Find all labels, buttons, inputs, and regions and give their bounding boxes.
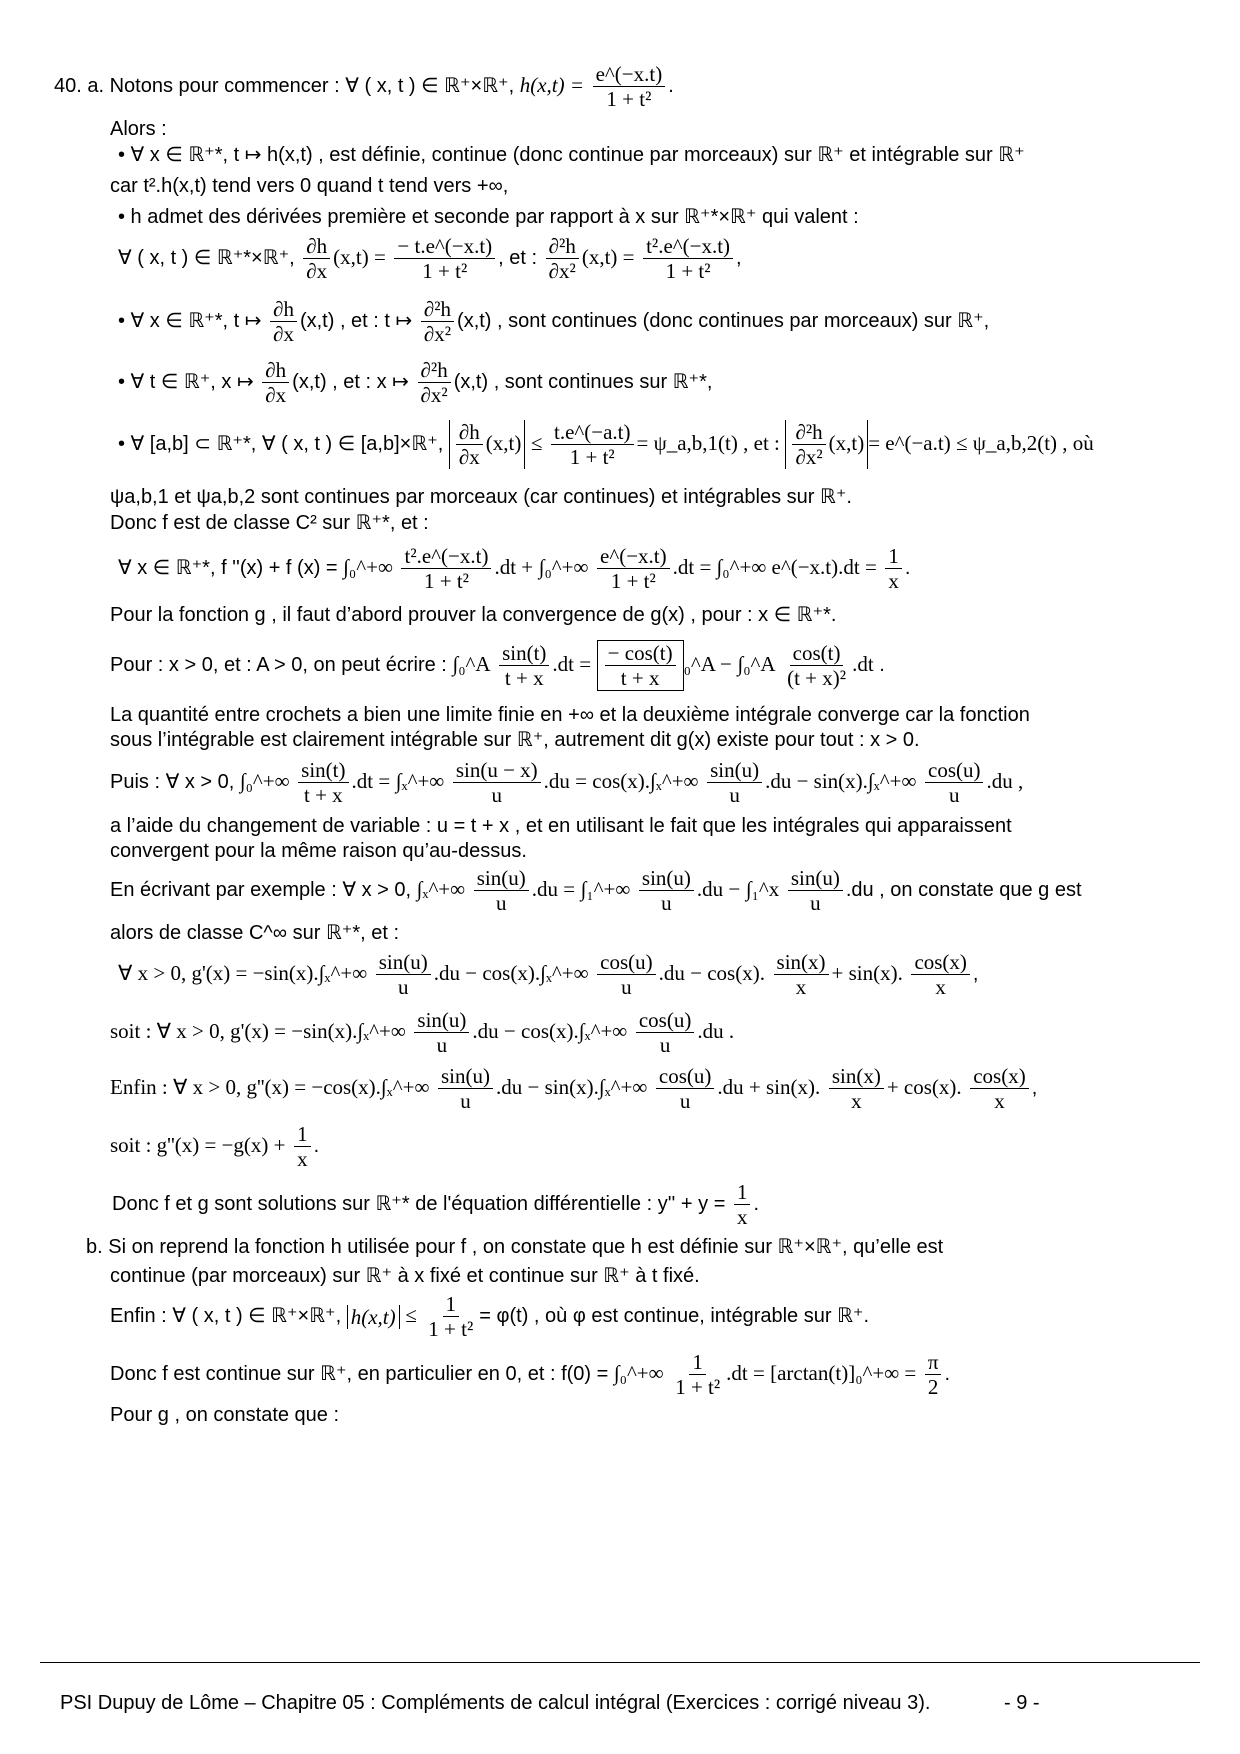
dh-value: $\frac{- t.e\^{}(-x.t)}{\text{1 + t²}}$	[394, 234, 495, 283]
line-20d: .du , on constate que g est	[845, 878, 1082, 901]
line-17d: .du ,	[986, 768, 1024, 793]
pi-over-2: $\frac{\pi}{2}$	[925, 1350, 942, 1399]
frac-25: $\frac{1}{x}$	[294, 1122, 311, 1171]
line-28: continue (par morceaux) sur ℝ⁺ à x fixé et continue sur ℝ⁺ à t fixé.	[110, 1265, 700, 1287]
line-23a: soit : ∀ x > 0, g'(x) = −sin(x).	[110, 1018, 358, 1043]
line-22d: + sin(x).	[831, 960, 903, 985]
frac-20a: $\frac{\sin(u)}{u}$	[474, 866, 529, 915]
dt-14: .dt	[852, 651, 874, 676]
line-7c: (x,t) , sont continues (donc continues par morceaux) sur ℝ⁺,	[457, 309, 990, 332]
int-2: ∫₀^+∞	[538, 554, 589, 579]
frac-29: $\frac{1}{\text{1 + t²}}$	[428, 1292, 474, 1342]
line-5: • h admet des dérivées première et seconde par rapport à x sur ℝ⁺*×ℝ⁺ qui valent :	[118, 206, 859, 228]
line-27: b. Si on reprend la fonction h utilisée pour f , on constate que h est définie sur ℝ⁺×ℝ⁺, qu’elle est	[86, 1236, 944, 1258]
bound-1: $\frac{t.e\^{}(-a.t)}{\text{1 + t²}}$	[551, 420, 634, 469]
line-12c: .dt = ∫₀^+∞ e^(−x.t).dt =	[672, 554, 877, 579]
line-19: convergent pour la même raison qu’au-dessus.	[110, 840, 527, 862]
line-14: Pour : x > 0, et : A > 0, on peut écrire : ∫₀^A $\frac{\sin(t)}{t + x}$ .dt = $\frac{- \cos(t)}{t + x}$ ₀^A − ∫₀^A $\frac{\cos(t)}{\text{(t + x)²}}$ .dt .	[110, 641, 885, 691]
line-17a: Puis : ∀ x > 0,	[110, 770, 235, 793]
footer-rule	[40, 1662, 1200, 1663]
d2h-value: $\frac{\text{t².e\textasciicircum{}(−x.t)}}{\text{1 + t²}}$	[643, 234, 733, 283]
line-1-eq: h(x,t) =	[519, 72, 585, 97]
frac-23b: $\frac{\cos(u)}{u}$	[636, 1008, 694, 1057]
line-22c: .du − cos(x).	[658, 960, 765, 985]
line-10: ψa,b,1 et ψa,b,2 sont continues par morceaux (car continues) et intégrables sur ℝ⁺.	[110, 486, 852, 508]
frac-20b: $\frac{\sin(u)}{u}$	[639, 866, 694, 915]
line-29a: Enfin : ∀ ( x, t ) ∈ ℝ⁺×ℝ⁺,	[110, 1304, 342, 1327]
frac-12b: $\frac{e\^{}(-x.t)}{\text{1 + t²}}$	[597, 544, 670, 593]
line-30: Donc f est continue sur ℝ⁺, en particulier en 0, et : f(0) = ∫₀^+∞ $\frac{1}{\text{1 + t²}}$ .dt = [arctan(t)]₀^+∞ = $\frac{\pi}{2}$ .	[110, 1350, 951, 1400]
line-24c: .du + sin(x).	[717, 1074, 821, 1099]
line-17c: .du − sin(x).	[765, 768, 868, 793]
line-12: ∀ x ∈ ℝ⁺*, f ''(x) + f (x) = ∫₀^+∞ $\frac{\text{t².e\textasciicircum{}(−x.t)}}{\text{1 + t²}}$ .dt + ∫₀^+∞ $\frac{e\^{}(-x.t)}{\text{1 + t²}}$ .dt = ∫₀^+∞ e^(−x.t).dt = $\frac{1}{x}$ .	[118, 544, 911, 594]
line-20b: .du =	[531, 876, 576, 901]
line-8b: (x,t) , et : x ↦	[292, 370, 409, 393]
line-23: soit : ∀ x > 0, g'(x) = −sin(x).∫ₓ^+∞ $\frac{\sin(u)}{u}$ .du − cos(x).∫ₓ^+∞ $\frac{\cos(u)}{u}$ .du .	[110, 1008, 735, 1058]
h-fraction	[593, 62, 666, 111]
line-29b: = φ(t) , où φ est continue, intégrable sur ℝ⁺.	[479, 1304, 870, 1327]
le-sign: ≤	[405, 1302, 417, 1327]
line-13: Pour la fonction g , il faut d’abord prouver la convergence de g(x) , pour : x ∈ ℝ⁺*.	[110, 604, 837, 626]
h-num: e^(−x.t)	[593, 62, 666, 87]
line-22a: ∀ x > 0, g'(x) = −sin(x).	[118, 960, 319, 985]
line-31: Pour g , on constate que :	[110, 1404, 340, 1426]
line-25a: soit : g''(x) = −g(x) +	[110, 1132, 286, 1157]
frac-26: $\frac{1}{x}$	[734, 1180, 751, 1229]
line-8-dh: $\frac{\partial h}{\partial x}$	[262, 358, 289, 407]
line-9a: • ∀ [a,b] ⊂ ℝ⁺*, ∀ ( x, t ) ∈ [a,b]×ℝ⁺,	[118, 432, 444, 455]
line-11: Donc f est de classe C² sur ℝ⁺*, et :	[110, 512, 429, 534]
line-17b: .du = cos(x).	[543, 768, 650, 793]
line-6-et: , et :	[498, 246, 538, 269]
line-24b: .du − sin(x).	[496, 1074, 599, 1099]
line-24a: Enfin : ∀ x > 0, g''(x) = −cos(x).	[110, 1074, 381, 1099]
psi-2: = e^(−a.t) ≤ ψ_a,b,2(t) , où	[868, 430, 1094, 455]
line-15: La quantité entre crochets a bien une limite finie en +∞ et la deuxième intégrale converge car la fonction	[110, 704, 1030, 726]
line-8a: • ∀ t ∈ ℝ⁺, x ↦	[118, 370, 254, 393]
frac-17b: $\frac{\sin(u - x)}{u}$	[453, 758, 541, 807]
frac-12a: $\frac{\text{t².e\textasciicircum{}(−x.t)}}{\text{1 + t²}}$	[401, 544, 491, 593]
line-14a: Pour : x > 0, et : A > 0, on peut écrire :	[110, 653, 447, 676]
frac-17d: $\frac{\cos(u)}{u}$	[925, 758, 983, 807]
line-9: • ∀ [a,b] ⊂ ℝ⁺*, ∀ ( x, t ) ∈ [a,b]×ℝ⁺, $\frac{\partial h}{\partial x}$ (x,t) ≤ $\frac{t.e\^{}(-a.t)}{\text{1 + t²}}$ = ψ_a,b,1(t) , et : $\frac{\text{∂²h}}{\text{∂x²}}$ (x,t) = e^(−a.t) ≤ ψ_a,b,2(t) , où	[118, 420, 1094, 470]
abs-dh: $\frac{\partial h}{\partial x}$ (x,t)	[449, 420, 525, 469]
line-7b: (x,t) , et : t ↦	[299, 309, 413, 332]
line-26a: Donc f et g sont solutions sur ℝ⁺* de l'équation différentielle : y'' + y =	[112, 1192, 726, 1215]
abs-h: h(x,t)	[347, 1305, 400, 1329]
line-16: sous l’intégrable est clairement intégrable sur ℝ⁺, autrement dit g(x) existe pour tout : x > 0.	[110, 729, 920, 751]
frac-22b: $\frac{\cos(u)}{u}$	[597, 950, 655, 999]
line-30a: Donc f est continue sur ℝ⁺, en particulier en 0, et : f(0) =	[110, 1362, 609, 1385]
line-23c: .du .	[697, 1018, 735, 1043]
line-4: car t².h(x,t) tend vers 0 quand t tend vers +∞,	[110, 175, 509, 197]
line-6-xt2: (x,t) =	[581, 244, 635, 269]
line-25: soit : g''(x) = −g(x) + $\frac{1}{x}$ .	[110, 1122, 320, 1172]
dt-1: .dt +	[494, 554, 534, 579]
cost-frac: $\frac{\cos(t)}{\text{(t + x)²}}$	[787, 641, 847, 691]
line-12a: ∀ x ∈ ℝ⁺*, f ''(x) + f (x) =	[118, 556, 338, 579]
one-over-x: $\frac{1}{x}$	[885, 544, 902, 593]
line-17: Puis : ∀ x > 0, ∫₀^+∞ $\frac{\sin(t)}{t + x}$ .dt = ∫ₓ^+∞ $\frac{\sin(u - x)}{u}$ .du = cos(x).∫ₓ^+∞ $\frac{\sin(u)}{u}$ .du − sin(x).∫ₓ^+∞ $\frac{\cos(u)}{u}$ .du ,	[110, 758, 1024, 808]
line-22: ∀ x > 0, g'(x) = −sin(x).∫ₓ^+∞ $\frac{\sin(u)}{u}$ .du − cos(x).∫ₓ^+∞ $\frac{\cos(u)}{u}$ .du − cos(x). $\frac{\sin(x)}{x}$ + sin(x). $\frac{\cos(x)}{x}$ ,	[118, 950, 979, 1000]
line-23b: .du − cos(x).	[472, 1018, 579, 1043]
h-den: 1 + t²	[606, 87, 652, 112]
line-3: • ∀ x ∈ ℝ⁺*, t ↦ h(x,t) , est définie, continue (donc continue par morceaux) sur ℝ⁺ et intégrable sur ℝ⁺	[118, 144, 1025, 166]
line-1-label: 40. a. Notons pour commencer : ∀ ( x, t ) ∈ ℝ⁺×ℝ⁺,	[54, 74, 515, 97]
line-24d: + cos(x).	[886, 1074, 962, 1099]
psi-1: = ψ_a,b,1(t) , et :	[636, 430, 780, 455]
int-1: ∫₀^+∞	[343, 554, 393, 579]
frac-24a: $\frac{\sin(u)}{u}$	[438, 1064, 493, 1113]
line-29	[110, 1292, 869, 1341]
frac-24b: $\frac{\cos(u)}{u}$	[656, 1064, 714, 1113]
frac-24c: $\frac{\sin(x)}{x}$	[829, 1064, 884, 1113]
frac-17a: $\frac{\sin(t)}{t + x}$	[298, 758, 348, 807]
frac-22c: $\frac{\sin(x)}{x}$	[774, 950, 829, 999]
line-20a: En écrivant par exemple : ∀ x > 0,	[110, 878, 412, 901]
line-21: alors de classe C^∞ sur ℝ⁺*, et :	[110, 922, 400, 944]
line-30b: .dt = [arctan(t)]₀^+∞ =	[726, 1360, 917, 1385]
line-24: Enfin : ∀ x > 0, g''(x) = −cos(x).∫ₓ^+∞ $\frac{\sin(u)}{u}$ .du − sin(x).∫ₓ^+∞ $\frac{\cos(u)}{u}$ .du + sin(x). $\frac{\sin(x)}{x}$ + cos(x). $\frac{\cos(x)}{x}$ ,	[110, 1064, 1038, 1114]
abs-d2h: $\frac{\text{∂²h}}{\text{∂x²}}$ (x,t)	[785, 420, 868, 469]
frac-20c: $\frac{\sin(u)}{u}$	[788, 866, 843, 915]
frac-30: $\frac{1}{\text{1 + t²}}$	[675, 1350, 721, 1400]
line-20c: .du −	[696, 876, 741, 901]
sint-frac: $\frac{\sin(t)}{t + x}$	[499, 641, 549, 690]
line-8c: (x,t) , sont continues sur ℝ⁺*,	[453, 370, 713, 393]
line-7	[118, 297, 989, 346]
line-20: En écrivant par exemple : ∀ x > 0, ∫ₓ^+∞ $\frac{\sin(u)}{u}$ .du = ∫₁^+∞ $\frac{\sin(u)}{u}$ .du − ∫₁^x $\frac{\sin(u)}{u}$ .du , on constate que g est	[110, 866, 1082, 916]
line-1: 40. a. Notons pour commencer : ∀ ( x, t ) ∈ ℝ⁺×ℝ⁺, h(x,t) = $\frac{e\^{}(-x.t)}{\text{1 + t²}}$ .	[54, 62, 674, 112]
line-6: ∀ ( x, t ) ∈ ℝ⁺*×ℝ⁺, $\frac{\partial h}{\partial x}$ (x,t) = $\frac{- t.e\^{}(-x.t)}{\text{1 + t²}}$ , et : $\frac{\text{∂²h}}{\text{∂x²}}$ (x,t) = $\frac{\text{t².e\textasciicircum{}(−x.t)}}{\text{1 + t²}}$ ,	[118, 234, 742, 284]
footer-text: PSI Dupuy de Lôme – Chapitre 05 : Compléments de calcul intégral (Exercices : corrigé niveau 3).	[60, 1692, 931, 1714]
frac-23a: $\frac{\sin(u)}{u}$	[414, 1008, 469, 1057]
line-7-d2h: $\frac{\text{∂²h}}{\text{∂x²}}$	[421, 297, 454, 346]
line-26: Donc f et g sont solutions sur ℝ⁺* de l'équation différentielle : y'' + y = $\frac{1}{x}$ .	[112, 1180, 760, 1230]
frac-24d: $\frac{\cos(x)}{x}$	[970, 1064, 1028, 1113]
frac-22a: $\frac{\sin(u)}{u}$	[376, 950, 431, 999]
line-7-dh: $\frac{\partial h}{\partial x}$	[270, 297, 297, 346]
line-8-d2h: $\frac{\text{∂²h}}{\text{∂x²}}$	[418, 358, 451, 407]
bracket: $\frac{- \cos(t)}{t + x}$	[597, 640, 684, 691]
page-number: - 9 -	[1004, 1692, 1040, 1714]
line-8	[118, 358, 712, 407]
d2h-dx2: $\frac{\text{∂²h}}{\text{∂x²}}$	[546, 234, 579, 283]
line-18: a l’aide du changement de variable : u = t + x , et en utilisant le fait que les intégrales qui apparaissent	[110, 815, 1012, 837]
line-6-quant: ∀ ( x, t ) ∈ ℝ⁺*×ℝ⁺,	[118, 246, 295, 269]
dh-dx: $\frac{\partial h}{\partial x}$	[303, 234, 330, 283]
frac-22d: $\frac{\cos(x)}{x}$	[911, 950, 969, 999]
line-6-xt: (x,t) =	[333, 244, 386, 269]
frac-17c: $\frac{\sin(u)}{u}$	[707, 758, 762, 807]
line-7a: • ∀ x ∈ ℝ⁺*, t ↦	[118, 309, 262, 332]
line-22b: .du − cos(x).	[433, 960, 541, 985]
line-2: Alors :	[110, 118, 167, 140]
